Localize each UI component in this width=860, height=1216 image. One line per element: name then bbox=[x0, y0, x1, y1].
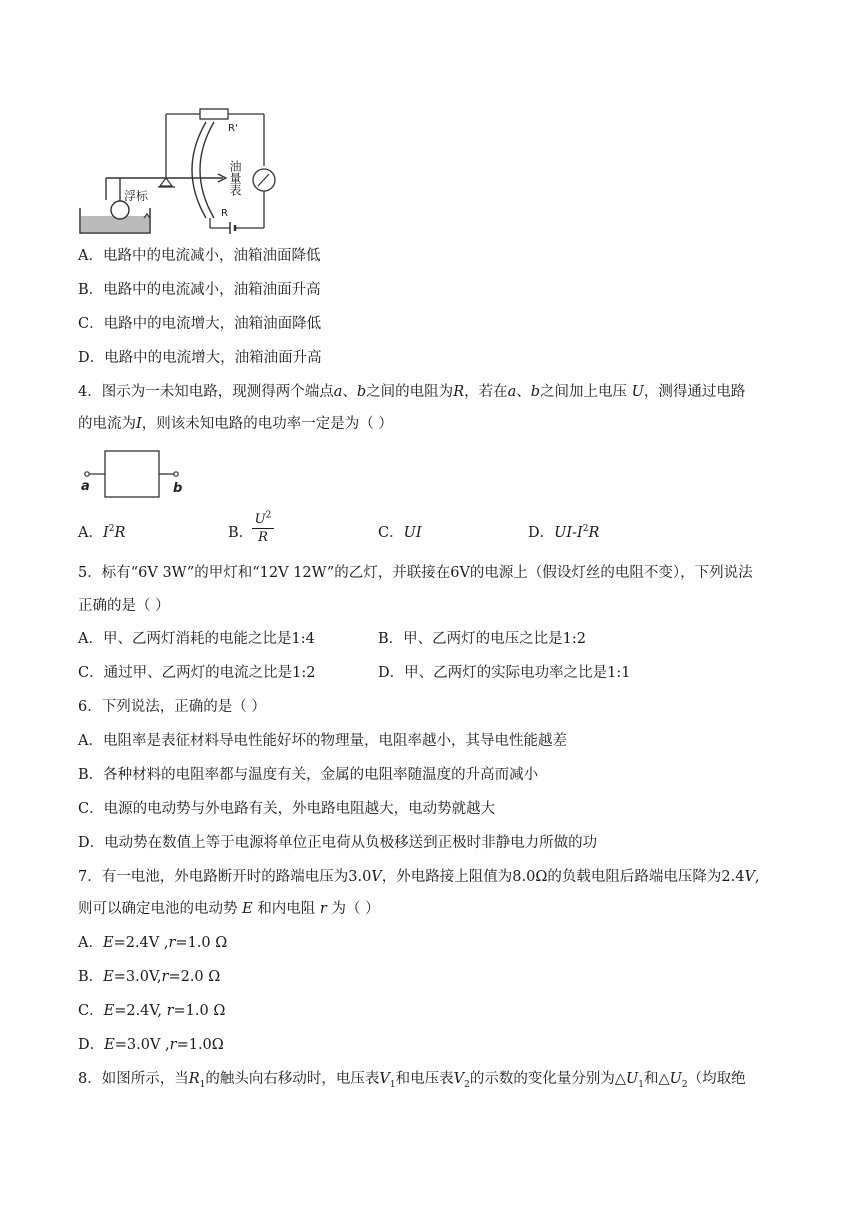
terminal-b: b bbox=[173, 481, 183, 496]
q7-option-d: D．E=3.0V ,r=1.0Ω bbox=[78, 1037, 224, 1053]
q4-fraction: $U^2$ R bbox=[252, 512, 274, 545]
q7-option-c: C．E=2.4V, r=1.0 Ω bbox=[78, 1003, 226, 1019]
q3-option-c: C．电路中的电流增大，油箱油面降低 bbox=[78, 316, 322, 332]
terminal-a: a bbox=[81, 479, 90, 494]
q6-option-d: D．电动势在数值上等于电源将单位正电荷从负极移送到正极时非静电力所做的功 bbox=[78, 835, 598, 851]
q5-option-d: D．甲、乙两灯的实际电功率之比是1:1 bbox=[378, 665, 631, 681]
q7-option-a: A．E=2.4V ,r=1.0 Ω bbox=[78, 935, 228, 951]
q5-option-c: C．通过甲、乙两灯的电流之比是1:2 bbox=[78, 665, 316, 681]
q4-stem-line1: 4．图示为一未知电路，现测得两个端点a、b之间的电阻为R，若在a、b之间加上电压 U，测得通过电路 bbox=[78, 384, 746, 400]
q3-option-d: D．电路中的电流增大，油箱油面升高 bbox=[78, 350, 322, 366]
q3-option-b: B．电路中的电流减小，油箱油面升高 bbox=[78, 282, 321, 298]
q6-stem: 6．下列说法，正确的是（ ） bbox=[78, 699, 266, 715]
oil-gauge-circuit-figure bbox=[78, 100, 278, 240]
q4-stem-line2: 的电流为I，则该未知电路的电功率一定是为（ ） bbox=[78, 416, 393, 432]
q6-option-c: C．电源的电动势与外电路有关，外电路电阻越大，电动势就越大 bbox=[78, 801, 496, 817]
label-r: R bbox=[221, 208, 228, 219]
q5-option-b: B．甲、乙两灯的电压之比是1:2 bbox=[378, 631, 586, 647]
q7-stem-line2: 则可以确定电池的电动势 E 和内电阻 r 为（ ） bbox=[78, 901, 380, 917]
label-meter: 油量表 bbox=[228, 160, 242, 196]
q5-option-a: A．甲、乙两灯消耗的电能之比是1:4 bbox=[78, 631, 315, 647]
q7-option-b: B．E=3.0V,r=2.0 Ω bbox=[78, 969, 221, 985]
q4-option-c: C．UI bbox=[378, 525, 422, 541]
q6-option-b: B．各种材料的电阻率都与温度有关，金属的电阻率随温度的升高而减小 bbox=[78, 767, 539, 783]
unknown-circuit-box-figure bbox=[78, 447, 188, 502]
q4-option-a: A．$I^2R$ bbox=[78, 524, 126, 541]
q6-option-a: A．电阻率是表征材料导电性能好坏的物理量，电阻率越小，其导电性能越差 bbox=[78, 733, 567, 749]
q4-option-d: D．$UI-I^2R$ bbox=[528, 524, 600, 541]
q5-stem-line1: 5．标有“6V 3W”的甲灯和“12V 12W”的乙灯，并联接在6V的电源上（假设灯丝的电阻不变），下列说法 bbox=[78, 565, 753, 581]
q4-option-b: B． bbox=[228, 525, 254, 541]
q8-stem-line1: 8．如图所示，当$R_1$的触头向右移动时，电压表$V_1$和电压表$V_2$的示数的变化量分别为$\triangle U_1$和$\triangle U_2$（均取绝 bbox=[78, 1071, 746, 1090]
q3-option-a: A．电路中的电流减小，油箱油面降低 bbox=[78, 248, 321, 264]
q5-stem-line2: 正确的是（ ） bbox=[78, 598, 170, 614]
q7-stem-line1: 7．有一电池，外电路断开时的路端电压为3.0V，外电路接上阻值为8.0Ω的负载电阻后路端电压降为2.4V, bbox=[78, 869, 760, 885]
label-r-prime: R' bbox=[228, 123, 238, 134]
label-float: 浮标 bbox=[124, 189, 149, 203]
